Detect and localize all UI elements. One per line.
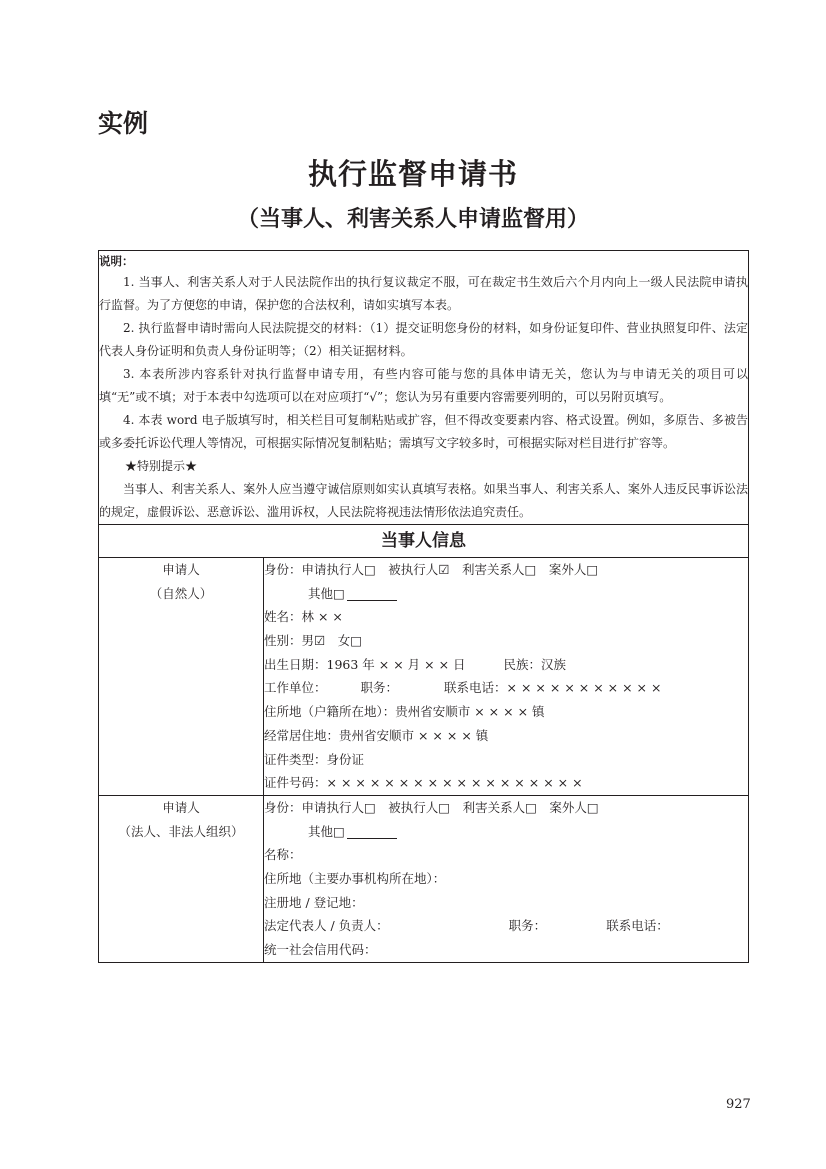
- natural-person-type: （自然人）: [149, 586, 213, 601]
- natural-birth: 出生日期：1963 年 × × 月 × × 日: [264, 656, 466, 672]
- legal-residence: 住所地（主要办事机构所在地）：: [264, 870, 446, 886]
- notes-cell: [99, 251, 749, 525]
- legal-entity-label: 申请人: [162, 799, 200, 815]
- natural-name: 姓名：林 × ×: [264, 609, 343, 625]
- natural-work-unit: 工作单位：: [264, 680, 327, 696]
- natural-person-label: 申请人: [162, 562, 200, 577]
- natural-id-type: 证件类型：身份证: [264, 751, 365, 767]
- natural-residence: 住所地（户籍所在地）：贵州省安顺市 × × × × 镇: [264, 704, 545, 720]
- natural-other-label: 其他□: [308, 585, 345, 601]
- legal-entity-type: （法人、非法人组织）: [118, 823, 244, 839]
- natural-identity-line: 身份：申请执行人□ 被执行人☑ 利害关系人□ 案外人□: [264, 562, 599, 577]
- special-notice-text: 当事人、利害关系人、案外人应当遵守诚信原则如实认真填写表格。如果当事人、利害关系人、案外人违反民事诉讼法的规定，虚假诉讼、恶意诉讼、滥用诉权，人民法院将视违法情形依法追究责任。: [99, 482, 749, 519]
- legal-entity-label-cell: [99, 795, 264, 962]
- natural-ethnicity: 民族：汉族: [503, 656, 567, 672]
- notes-row: [99, 251, 749, 525]
- legal-registration: 注册地 / 登记地：: [264, 894, 364, 910]
- legal-other-label: 其他□: [308, 823, 345, 839]
- natural-work-line: [264, 676, 748, 700]
- natural-gender: 性别：男☑ 女□: [264, 633, 363, 649]
- natural-person-info-cell: [264, 558, 749, 796]
- legal-name: 名称：: [264, 847, 302, 863]
- section-header-row: [99, 525, 749, 558]
- legal-phone: 联系电话：: [606, 918, 669, 934]
- legal-credit-code: 统一社会信用代码：: [264, 942, 377, 957]
- special-notice-label: ★特别提示★: [125, 459, 198, 473]
- legal-other-blank: [347, 825, 397, 839]
- legal-position: 职务：: [508, 918, 547, 934]
- example-heading: 实例: [98, 109, 149, 138]
- legal-rep-line: [264, 914, 748, 938]
- natural-person-label-cell: [99, 558, 264, 796]
- page-number: 927: [726, 1097, 751, 1112]
- natural-habitual-residence: 经常居住地：贵州省安顺市 × × × × 镇: [264, 727, 489, 743]
- form-title: 执行监督申请书: [307, 157, 518, 191]
- note-2: 2. 执行监督申请时需向人民法院提交的材料：（1）提交证明您身份的材料，如身份证复印件、营业执照复印件、法定代表人身份证明和负责人身份证明等；（2）相关证据材料。: [99, 321, 749, 358]
- section-title: 当事人信息: [99, 525, 749, 558]
- natural-phone: 联系电话：× × × × × × × × × × ×: [444, 680, 662, 696]
- legal-entity-info-cell: [264, 795, 749, 962]
- legal-identity-line: 身份：申请执行人□ 被执行人□ 利害关系人□ 案外人□: [264, 799, 599, 815]
- natural-other-blank: [347, 587, 397, 601]
- application-form-table: [98, 250, 749, 963]
- natural-position: 职务：: [360, 680, 399, 696]
- natural-person-row: [99, 558, 749, 796]
- natural-birth-line: [264, 653, 748, 677]
- note-4: 4. 本表 word 电子版填写时，相关栏目可复制粘贴或扩容，但不得改变要素内容、格式设置。例如，多原告、多被告或多委托诉讼代理人等情况，可根据实际情况复制粘贴；需填写文字较多时，可根据实际对栏目进行扩容等。: [99, 413, 749, 450]
- legal-other-line: [264, 820, 748, 844]
- natural-other-line: [264, 582, 748, 606]
- note-1: 1. 当事人、利害关系人对于人民法院作出的执行复议裁定不服，可在裁定书生效后六个月内向上一级人民法院申请执行监督。为了方便您的申请，保护您的合法权利，请如实填写本表。: [99, 275, 749, 312]
- natural-id-number: 证件号码：× × × × × × × × × × × × × × × × × ×: [264, 775, 583, 791]
- legal-entity-row: [99, 795, 749, 962]
- form-subtitle: （当事人、利害关系人申请监督用）: [236, 207, 589, 232]
- note-3: 3. 本表所涉内容系针对执行监督申请专用，有些内容可能与您的具体申请无关，您认为与申请无关的项目可以填“无”或不填；对于本表中勾选项可以在对应项打“√”；您认为另有重要内容需要列明的，可以另附页填写。: [99, 367, 749, 404]
- legal-representative: 法定代表人 / 负责人：: [264, 918, 389, 934]
- notes-label: 说明：: [99, 254, 134, 268]
